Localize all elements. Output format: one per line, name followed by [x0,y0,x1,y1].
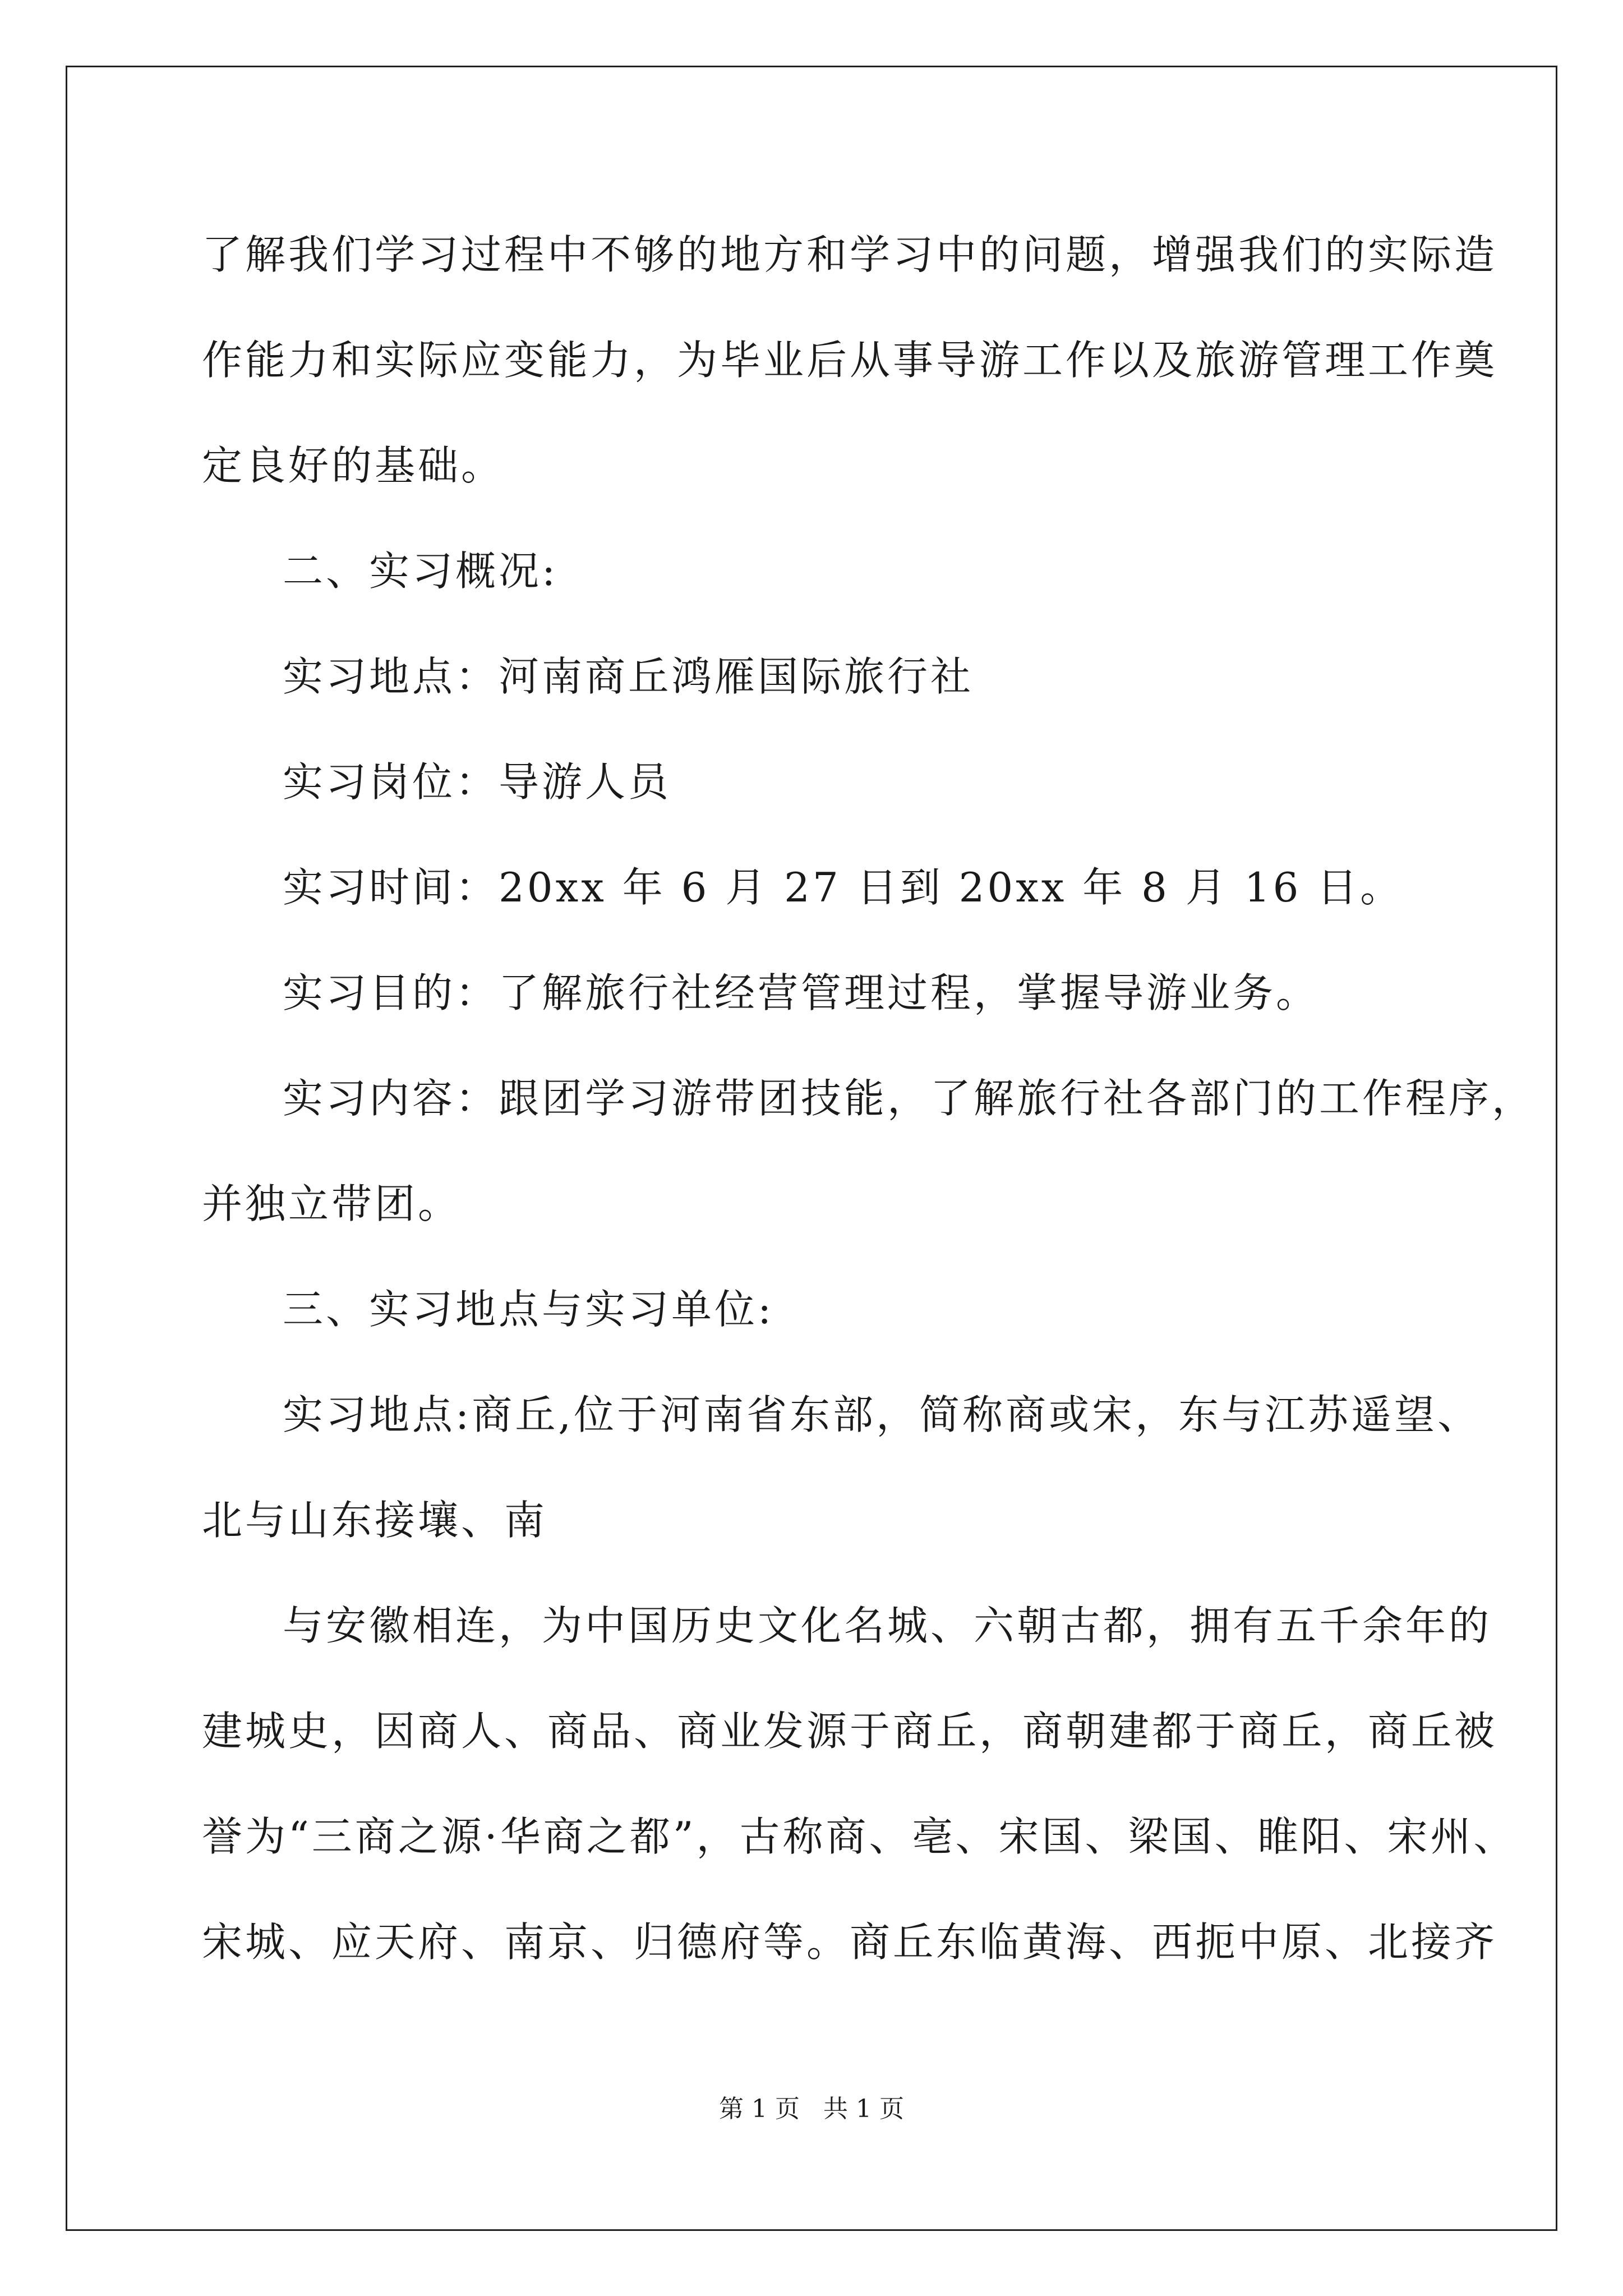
text-line: 作能力和实际应变能力，为毕业后从事导游工作以及旅游管理工作奠 [202,337,1498,384]
text-line: 北与山东接壤、南 [202,1497,548,1544]
text-line: 宋城、应天府、南京、归德府等。商丘东临黄海、西扼中原、北接齐 [202,1918,1498,1966]
document-body [202,202,1536,1995]
text-line: 实习地点:商丘,位于河南省东部，简称商或宋，东与江苏遥望、 [283,1391,1481,1438]
section-heading: 二、实习概况: [283,547,559,595]
text-line: 了解我们学习过程中不够的地方和学习中的问题，增强我们的实际造 [202,231,1498,278]
section-heading: 三、实习地点与实习单位: [283,1286,774,1333]
text-line: 誉为“三商之源·华商之都”，古称商、亳、宋国、梁国、睢阳、宋州、 [202,1813,1517,1860]
text-line: 实习目的：了解旅行社经营管理过程，掌握导游业务。 [283,969,1320,1016]
text-line: 与安徽相连，为中国历史文化名城、六朝古都，拥有五千余年的 [283,1602,1492,1649]
text-line: 实习内容：跟团学习游带团技能，了解旅行社各部门的工作程序， [283,1075,1536,1122]
text-line: 定良好的基础。 [202,442,505,489]
text-line: 建城史，因商人、商品、商业发源于商丘，商朝建都于商丘，商丘被 [202,1708,1498,1755]
page-number-footer: 第 1 页 共 1 页 [719,2095,904,2123]
text-line: 并独立带团。 [202,1180,462,1227]
text-line: 实习岗位：导游人员 [283,758,672,806]
text-line: 实习时间：20xx 年 6 月 27 日到 20xx 年 8 月 16 日。 [283,864,1404,911]
text-line: 实习地点：河南商丘鸿雁国际旅行社 [283,653,974,700]
